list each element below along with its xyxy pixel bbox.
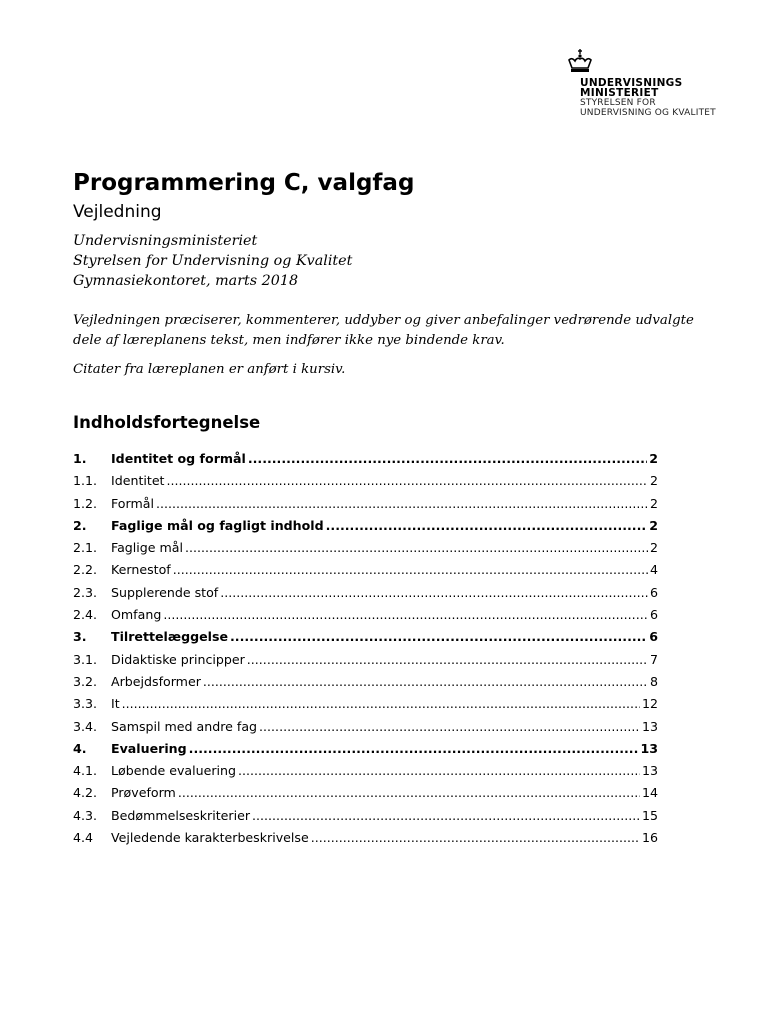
toc-entry-page: 7 <box>649 651 658 667</box>
toc-entry-page: 6 <box>649 584 658 600</box>
toc-dot-leader <box>173 559 648 581</box>
toc-entry-number: 2.2. <box>73 562 98 578</box>
toc-entry-title: Identitet og formål <box>111 451 246 466</box>
toc-entry-title: Prøveform <box>111 785 176 801</box>
toc-entry[interactable] <box>73 470 658 492</box>
toc-entry-title: Formål <box>111 495 154 511</box>
toc-entry-number: 2.4. <box>73 607 98 623</box>
meta-office-date: Gymnasiekontoret, marts 2018 <box>73 273 299 289</box>
toc-entry-page: 2 <box>649 451 658 466</box>
toc-entry[interactable] <box>73 493 658 515</box>
intro-paragraph-2: Citater fra læreplanen er anført i kursiv. <box>73 362 346 377</box>
toc-entry-number: 2.1. <box>73 540 98 556</box>
toc-entry[interactable] <box>73 537 658 559</box>
toc-entry[interactable] <box>73 515 658 537</box>
toc-dot-leader <box>203 671 648 693</box>
logo-line-2: MINISTERIET <box>580 87 659 99</box>
logo-line-1: UNDERVISNINGS <box>580 77 683 89</box>
toc-entry-title: Identitet <box>111 473 165 489</box>
toc-dot-leader <box>259 716 640 738</box>
toc-entry[interactable] <box>73 649 658 671</box>
toc-entry-number: 4.3. <box>73 807 98 823</box>
toc-heading: Indholdsfortegnelse <box>73 413 261 432</box>
toc-entry-title: Faglige mål <box>111 540 184 556</box>
toc-dot-leader <box>167 470 648 492</box>
logo-line-3: STYRELSEN FOR <box>580 98 656 108</box>
toc-entry-number: 2.3. <box>73 584 98 600</box>
meta-organization: Undervisningsministeriet <box>73 233 258 249</box>
toc-entry[interactable] <box>73 582 658 604</box>
toc-entry-page: 13 <box>641 763 658 779</box>
toc-entry-number: 3.3. <box>73 696 98 712</box>
toc-entry-page: 12 <box>641 696 658 712</box>
toc-entry-title: Samspil med andre fag <box>111 718 258 734</box>
toc-entry-page: 2 <box>649 540 658 556</box>
toc-dot-leader <box>220 582 648 604</box>
toc-entry-page: 13 <box>641 718 658 734</box>
toc-entry[interactable] <box>73 604 658 626</box>
toc-dot-leader <box>156 493 648 515</box>
toc-dot-leader <box>178 782 640 804</box>
toc-entry-title: Evaluering <box>111 740 187 756</box>
toc-dot-leader <box>189 738 639 760</box>
toc-entry-page: 6 <box>649 629 658 645</box>
toc-entry-page: 15 <box>641 807 658 823</box>
toc-entry-number: 2. <box>73 517 87 533</box>
toc-entry[interactable] <box>73 716 658 738</box>
toc-entry-number: 4.2. <box>73 785 98 801</box>
toc-entry-page: 8 <box>649 673 658 689</box>
toc-dot-leader <box>252 805 640 827</box>
toc-entry-number: 4.4 <box>73 830 94 846</box>
toc-entry-number: 3. <box>73 629 87 645</box>
toc-entry-number: 3.2. <box>73 673 98 689</box>
toc-entry[interactable] <box>73 693 658 715</box>
toc-entry-title: It <box>111 696 120 712</box>
toc-entry[interactable] <box>73 626 658 648</box>
toc-entry-number: 4. <box>73 740 87 756</box>
toc-dot-leader <box>238 760 640 782</box>
toc-entry-title: Faglige mål og fagligt indhold <box>111 517 324 533</box>
document-title: Programmering C, valgfag <box>73 170 415 196</box>
toc-entry-title: Arbejdsformer <box>111 673 201 689</box>
document-subtitle: Vejledning <box>73 202 162 222</box>
toc-entry-number: 3.4. <box>73 718 98 734</box>
toc-dot-leader <box>122 693 640 715</box>
toc-entry-page: 2 <box>649 473 658 489</box>
toc-dot-leader <box>163 604 648 626</box>
toc-dot-leader <box>247 649 648 671</box>
toc-entry[interactable] <box>73 559 658 581</box>
toc-entry[interactable] <box>73 448 658 470</box>
document-meta <box>73 231 352 291</box>
toc-entry-title: Løbende evaluering <box>111 763 236 779</box>
toc-entry-number: 3.1. <box>73 651 98 667</box>
table-of-contents <box>73 448 658 849</box>
ministry-logo <box>566 48 736 118</box>
toc-entry-number: 4.1. <box>73 763 98 779</box>
toc-entry-title: Supplerende stof <box>111 584 219 600</box>
toc-entry[interactable] <box>73 827 658 849</box>
intro-text <box>73 311 713 380</box>
toc-entry-page: 13 <box>640 740 658 756</box>
toc-entry-title: Omfang <box>111 607 162 623</box>
toc-entry-number: 1.1. <box>73 473 98 489</box>
toc-dot-leader <box>248 448 647 470</box>
toc-entry[interactable] <box>73 782 658 804</box>
toc-entry[interactable] <box>73 671 658 693</box>
toc-dot-leader <box>311 827 640 849</box>
toc-entry[interactable] <box>73 760 658 782</box>
toc-entry-title: Bedømmelseskriterier <box>111 807 250 823</box>
toc-entry-number: 1. <box>73 451 87 466</box>
toc-entry-page: 4 <box>649 562 658 578</box>
crown-icon <box>566 48 594 74</box>
toc-entry-page: 2 <box>649 495 658 511</box>
toc-dot-leader <box>230 626 647 648</box>
toc-entry-title: Tilrettelæggelse <box>111 629 228 645</box>
toc-entry-page: 14 <box>641 785 658 801</box>
toc-entry-number: 1.2. <box>73 495 98 511</box>
toc-dot-leader <box>326 515 648 537</box>
toc-entry-page: 2 <box>649 517 658 533</box>
toc-entry-title: Kernestof <box>111 562 171 578</box>
toc-dot-leader <box>185 537 648 559</box>
toc-entry-title: Didaktiske principper <box>111 651 245 667</box>
logo-line-4: UNDERVISNING OG KVALITET <box>580 108 716 118</box>
toc-entry-title: Vejledende karakterbeskrivelse <box>111 830 309 846</box>
toc-entry-page: 6 <box>649 607 658 623</box>
toc-entry[interactable] <box>73 805 658 827</box>
toc-entry[interactable] <box>73 738 658 760</box>
toc-entry-page: 16 <box>641 830 658 846</box>
meta-agency: Styrelsen for Undervisning og Kvalitet <box>73 253 353 269</box>
intro-paragraph-1: Vejledningen præciserer, kommenterer, uddyber og giver anbefalinger vedrørende udvalgte dele af læreplanens tekst, men indfører ikke nye bindende krav. <box>73 313 694 348</box>
